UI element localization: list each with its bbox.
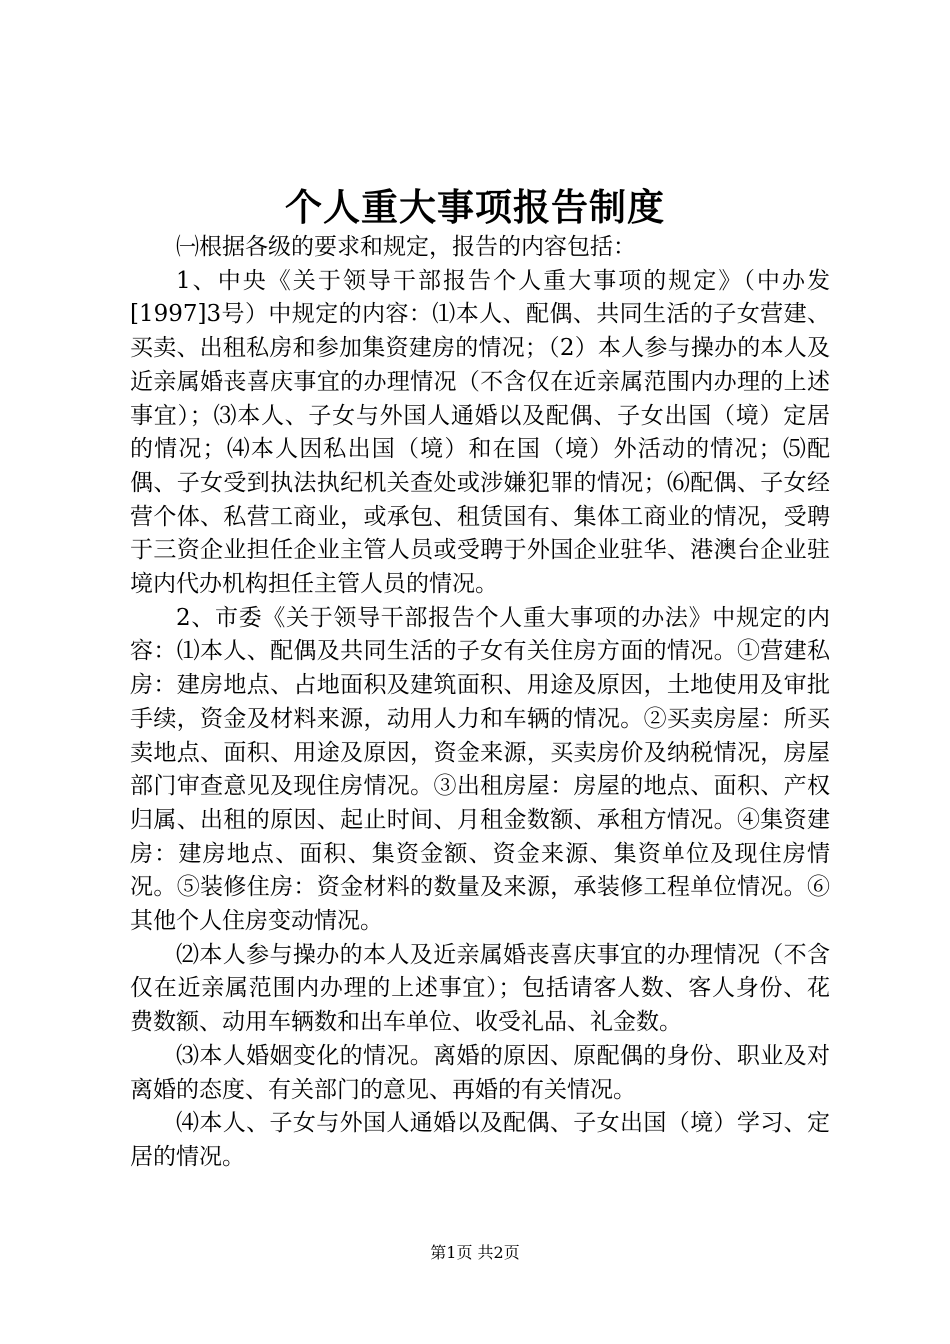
paragraph-central-rules: 1、中央《关于领导干部报告个人重大事项的规定》（中办发[1997]3号）中规定的内容：⑴本人、配偶、共同生活的子女营建、买卖、出租私房和参加集资建房的情况；（2）本人参与操办的本人及近亲属婚丧喜庆事宜的办理情况（不含仅在近亲属范围内办理的上述事宜）；⑶本人、子女与外国人通婚以及配偶、子女出国（境）定居的情况；⑷本人因私出国（境）和在国（境）外活动的情况；⑸配偶、子女受到执法执纪机关查处或涉嫌犯罪的情况；⑹配偶、子女经营个体、私营工商业，或承包、租赁国有、集体工商业的情况，受聘于三资企业担任企业主管人员或受聘于外国企业驻华、港澳台企业驻境内代办机构担任主管人员的情况。: [130, 267, 830, 598]
document-title: 个人重大事项报告制度: [285, 185, 665, 229]
paragraph-weddings-funerals: ⑵本人参与操办的本人及近亲属婚丧喜庆事宜的办理情况（不含仅在近亲属范围内办理的上述事宜）；包括请客人数、客人身份、花费数额、动用车辆数和出车单位、收受礼品、礼金数。: [130, 941, 830, 1036]
paragraph-foreign-marriage: ⑷本人、子女与外国人通婚以及配偶、子女出国（境）学习、定居的情况。: [130, 1110, 830, 1170]
paragraph-municipal-rules: 2、市委《关于领导干部报告个人重大事项的办法》中规定的内容：⑴本人、配偶及共同生活的子女有关住房方面的情况。①营建私房：建房地点、占地面积及建筑面积、用途及原因，土地使用及审批手续，资金及材料来源，动用人力和车辆的情况。②买卖房屋：所买卖地点、面积、用途及原因，资金来源，买卖房价及纳税情况，房屋部门审查意见及现住房情况。③出租房屋：房屋的地点、面积、产权归属、出租的原因、起止时间、月租金数额、承租方情况。④集资建房：建房地点、面积、集资金额、资金来源、集资单位及现住房情况。⑤装修住房：资金材料的数量及来源，承装修工程单位情况。⑥其他个人住房变动情况。: [130, 604, 830, 935]
paragraph-intro: ㈠根据各级的要求和规定，报告的内容包括：: [176, 234, 636, 260]
page-number-footer: 第1页 共2页: [430, 1243, 520, 1262]
paragraph-marriage-change: ⑶本人婚姻变化的情况。离婚的原因、原配偶的身份、职业及对离婚的态度、有关部门的意见、再婚的有关情况。: [130, 1042, 830, 1103]
document-body: [130, 231, 830, 1175]
